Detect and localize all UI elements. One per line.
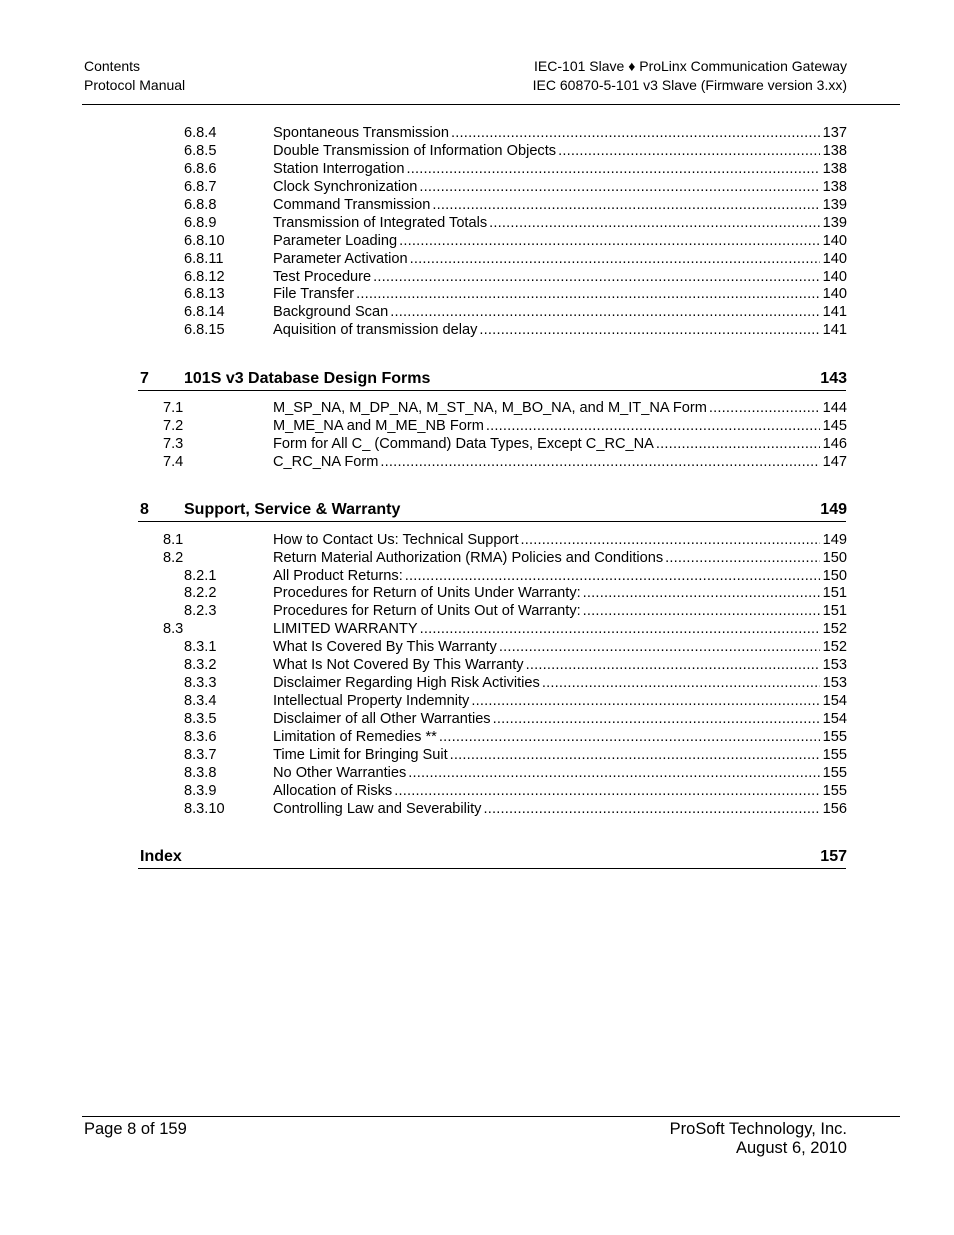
toc-entry-number: 8.2.2 <box>184 585 217 601</box>
toc-entry[interactable] <box>0 620 954 638</box>
toc-entry-title: Double Transmission of Information Objects <box>273 143 557 159</box>
toc-entry-title: Spontaneous Transmission <box>273 125 450 141</box>
toc-entry-page: 141 <box>822 322 847 338</box>
toc-entry-page: 150 <box>822 568 847 584</box>
toc-entry[interactable] <box>0 417 954 435</box>
toc-entry-title: Controlling Law and Severability <box>273 801 482 817</box>
toc-entry-number: 8.3.4 <box>184 693 217 709</box>
toc-entry[interactable] <box>0 124 954 142</box>
chapter-page: 143 <box>820 370 847 387</box>
toc-entry-number: 6.8.6 <box>184 161 217 177</box>
header-divider <box>82 104 900 105</box>
dot-leader <box>656 435 820 453</box>
toc-entry[interactable] <box>0 782 954 800</box>
footer-page-number: Page 8 of 159 <box>84 1120 187 1138</box>
toc-entry-title: Procedures for Return of Units Out of Warranty: <box>273 603 581 619</box>
toc-entry-number: 6.8.14 <box>184 304 225 320</box>
chapter-title: Support, Service & Warranty <box>184 501 401 518</box>
toc-index[interactable] <box>139 847 847 867</box>
dot-leader <box>583 602 820 620</box>
footer-right <box>670 1120 847 1158</box>
dot-leader <box>450 746 820 764</box>
dot-leader <box>405 567 820 585</box>
dot-leader <box>489 214 819 232</box>
toc-entry-number: 8.3.8 <box>184 765 217 781</box>
toc-entry-page: 152 <box>822 621 847 637</box>
toc-entry-number: 6.8.9 <box>184 215 217 231</box>
toc-entry[interactable] <box>0 399 954 417</box>
toc-entry-page: 140 <box>822 251 847 267</box>
dot-leader <box>408 764 819 782</box>
toc-entry-page: 153 <box>822 657 847 673</box>
toc-entry-title: Limitation of Remedies ** <box>273 729 437 745</box>
header-left <box>84 57 185 95</box>
toc-entry-number: 6.8.8 <box>184 197 217 213</box>
toc-entry-number: 7.2 <box>163 418 184 434</box>
toc-entry-title: Transmission of Integrated Totals <box>273 215 488 231</box>
dot-leader <box>526 656 820 674</box>
toc-entry-title: Disclaimer of all Other Warranties <box>273 711 491 727</box>
toc-entry[interactable] <box>0 800 954 818</box>
dot-leader <box>373 268 819 286</box>
footer-divider <box>82 1116 900 1117</box>
dot-leader <box>499 638 820 656</box>
toc-entry-page: 139 <box>822 197 847 213</box>
toc-chapter-7[interactable] <box>139 369 847 389</box>
toc-entry-title: Disclaimer Regarding High Risk Activities <box>273 675 540 691</box>
toc-entry-title: Background Scan <box>273 304 389 320</box>
toc-entry[interactable] <box>0 746 954 764</box>
toc-entry-page: 138 <box>822 179 847 195</box>
toc-entry-page: 137 <box>822 125 847 141</box>
header-section-title: Contents <box>84 58 141 74</box>
toc-entry-number: 8.3.3 <box>184 675 217 691</box>
toc-entry[interactable] <box>0 567 954 585</box>
chapter-number: 8 <box>140 501 149 518</box>
toc-entry-page: 154 <box>822 711 847 727</box>
dot-leader <box>394 782 819 800</box>
dot-leader <box>432 196 819 214</box>
toc-entry-title: Allocation of Risks <box>273 783 393 799</box>
dot-leader <box>493 710 820 728</box>
header-right <box>533 57 847 95</box>
chapter-page: 149 <box>820 501 847 518</box>
dot-leader <box>420 620 820 638</box>
toc-entry[interactable] <box>0 178 954 196</box>
toc-entry-page: 139 <box>822 215 847 231</box>
dot-leader <box>419 178 819 196</box>
toc-entry-title: No Other Warranties <box>273 765 407 781</box>
toc-entry-title: What Is Not Covered By This Warranty <box>273 657 524 673</box>
toc-entry-title: What Is Covered By This Warranty <box>273 639 497 655</box>
toc-entry[interactable] <box>0 196 954 214</box>
toc-entry-number: 8.3.10 <box>184 801 225 817</box>
toc-entry-page: 138 <box>822 161 847 177</box>
toc-entry[interactable] <box>0 268 954 286</box>
toc-entry-title: M_ME_NA and M_ME_NB Form <box>273 418 484 434</box>
toc-entry-number: 8.2 <box>163 550 184 566</box>
toc-entry-number: 6.8.4 <box>184 125 217 141</box>
toc-entry-number: 6.8.15 <box>184 322 225 338</box>
toc-entry-page: 155 <box>822 765 847 781</box>
toc-entry-page: 156 <box>822 801 847 817</box>
toc-entry[interactable] <box>0 531 954 549</box>
toc-entry-page: 151 <box>822 585 847 601</box>
toc-entry[interactable] <box>0 764 954 782</box>
toc-entry-number: 6.8.10 <box>184 233 225 249</box>
toc-entry[interactable] <box>0 656 954 674</box>
toc-entry-number: 7.4 <box>163 454 184 470</box>
toc-entry[interactable] <box>0 232 954 250</box>
chapter-divider <box>138 390 846 391</box>
toc-entry-page: 151 <box>822 603 847 619</box>
toc-entry-page: 140 <box>822 286 847 302</box>
toc-entry-number: 8.2.3 <box>184 603 217 619</box>
toc-entry-title: Test Procedure <box>273 269 372 285</box>
toc-entry-page: 144 <box>822 400 847 416</box>
toc-entry[interactable] <box>0 549 954 567</box>
toc-entry[interactable] <box>0 303 954 321</box>
toc-entry-title: Clock Synchronization <box>273 179 418 195</box>
dot-leader <box>486 417 820 435</box>
toc-entry-page: 154 <box>822 693 847 709</box>
chapter-number: 7 <box>140 370 149 387</box>
toc-entry-number: 6.8.5 <box>184 143 217 159</box>
index-page: 157 <box>820 848 847 865</box>
toc-entry-page: 153 <box>822 675 847 691</box>
toc-entry-page: 147 <box>822 454 847 470</box>
chapter-divider <box>138 521 846 522</box>
toc-entry[interactable] <box>0 160 954 178</box>
toc-entry-page: 152 <box>822 639 847 655</box>
toc-entry-title: Intellectual Property Indemnity <box>273 693 470 709</box>
toc-entry-title: How to Contact Us: Technical Support <box>273 532 519 548</box>
toc-entry-title: Parameter Activation <box>273 251 408 267</box>
dot-leader <box>542 674 820 692</box>
dot-leader <box>451 124 820 142</box>
header-product-title: IEC-101 Slave ♦ ProLinx Communication Gateway <box>534 58 847 74</box>
dot-leader <box>380 453 819 471</box>
toc-entry-title: All Product Returns: <box>273 568 403 584</box>
dot-leader <box>483 800 819 818</box>
toc-entry-number: 8.3.1 <box>184 639 217 655</box>
dot-leader <box>410 250 820 268</box>
header-manual-title: Protocol Manual <box>84 77 186 93</box>
toc-entry-number: 6.8.11 <box>184 251 224 267</box>
dot-leader <box>479 321 819 339</box>
toc-entry-number: 8.3.7 <box>184 747 217 763</box>
index-title: Index <box>140 848 182 865</box>
toc-entry-number: 8.3.5 <box>184 711 217 727</box>
toc-entry-number: 8.3.9 <box>184 783 217 799</box>
toc-entry-number: 6.8.7 <box>184 179 217 195</box>
toc-entry-title: LIMITED WARRANTY <box>273 621 418 637</box>
toc-entry-number: 7.3 <box>163 436 184 452</box>
toc-entry-title: Station Interrogation <box>273 161 405 177</box>
toc-entry[interactable] <box>0 584 954 602</box>
toc-entry[interactable] <box>0 285 954 303</box>
dot-leader <box>390 303 819 321</box>
toc-entry-title: Time Limit for Bringing Suit <box>273 747 448 763</box>
dot-leader <box>709 399 820 417</box>
toc-entry-number: 7.1 <box>163 400 184 416</box>
toc-entry[interactable] <box>0 674 954 692</box>
toc-chapter-8[interactable] <box>139 500 847 520</box>
toc-entry-number: 6.8.12 <box>184 269 225 285</box>
dot-leader <box>439 728 820 746</box>
toc-entry-number: 8.3.2 <box>184 657 217 673</box>
toc-entry-page: 150 <box>822 550 847 566</box>
toc-entry-page: 140 <box>822 233 847 249</box>
toc-entry-page: 149 <box>822 532 847 548</box>
toc-entry-number: 8.2.1 <box>184 568 217 584</box>
toc-entry-number: 6.8.13 <box>184 286 225 302</box>
dot-leader <box>406 160 819 178</box>
toc-entry-title: Form for All C_ (Command) Data Types, Except C_RC_NA <box>273 436 654 452</box>
header-product-subtitle: IEC 60870-5-101 v3 Slave (Firmware version 3.xx) <box>532 77 847 93</box>
toc-entry[interactable] <box>0 321 954 339</box>
toc-entry-page: 145 <box>822 418 847 434</box>
toc-entry-page: 138 <box>822 143 847 159</box>
toc-entry-title: File Transfer <box>273 286 355 302</box>
dot-leader <box>356 285 820 303</box>
toc-entry-page: 140 <box>822 269 847 285</box>
toc-entry-title: Return Material Authorization (RMA) Policies and Conditions <box>273 550 664 566</box>
toc-entry[interactable] <box>0 214 954 232</box>
dot-leader <box>399 232 820 250</box>
toc-entry[interactable] <box>0 710 954 728</box>
chapter-title: 101S v3 Database Design Forms <box>184 370 431 387</box>
footer-company: ProSoft Technology, Inc. <box>669 1120 847 1138</box>
toc-entry-title: C_RC_NA Form <box>273 454 379 470</box>
toc-entry[interactable] <box>0 638 954 656</box>
toc-entry-page: 155 <box>822 729 847 745</box>
toc-entry[interactable] <box>0 142 954 160</box>
toc-entry[interactable] <box>0 602 954 620</box>
toc-entry-title: M_SP_NA, M_DP_NA, M_ST_NA, M_BO_NA, and M_IT_NA Form <box>273 400 707 416</box>
dot-leader <box>583 584 820 602</box>
index-divider <box>138 868 846 869</box>
toc-entry[interactable] <box>0 453 954 471</box>
toc-entry-title: Procedures for Return of Units Under Warranty: <box>273 585 581 601</box>
toc-entry-title: Command Transmission <box>273 197 431 213</box>
dot-leader <box>471 692 819 710</box>
toc-entry[interactable] <box>0 692 954 710</box>
toc-entry-title: Aquisition of transmission delay <box>273 322 478 338</box>
footer-date: August 6, 2010 <box>735 1139 847 1157</box>
toc-entry-number: 8.3.6 <box>184 729 217 745</box>
toc-entry-page: 141 <box>822 304 847 320</box>
dot-leader <box>665 549 819 567</box>
dot-leader <box>558 142 820 160</box>
toc-entry-page: 155 <box>822 747 847 763</box>
toc-entry[interactable] <box>0 250 954 268</box>
dot-leader <box>521 531 820 549</box>
toc-entry-number: 8.1 <box>163 532 184 548</box>
toc-entry[interactable] <box>0 728 954 746</box>
toc-entry-number: 8.3 <box>163 621 184 637</box>
toc-entry-title: Parameter Loading <box>273 233 398 249</box>
toc-entry[interactable] <box>0 435 954 453</box>
toc-entry-page: 155 <box>822 783 847 799</box>
toc-entry-page: 146 <box>822 436 847 452</box>
